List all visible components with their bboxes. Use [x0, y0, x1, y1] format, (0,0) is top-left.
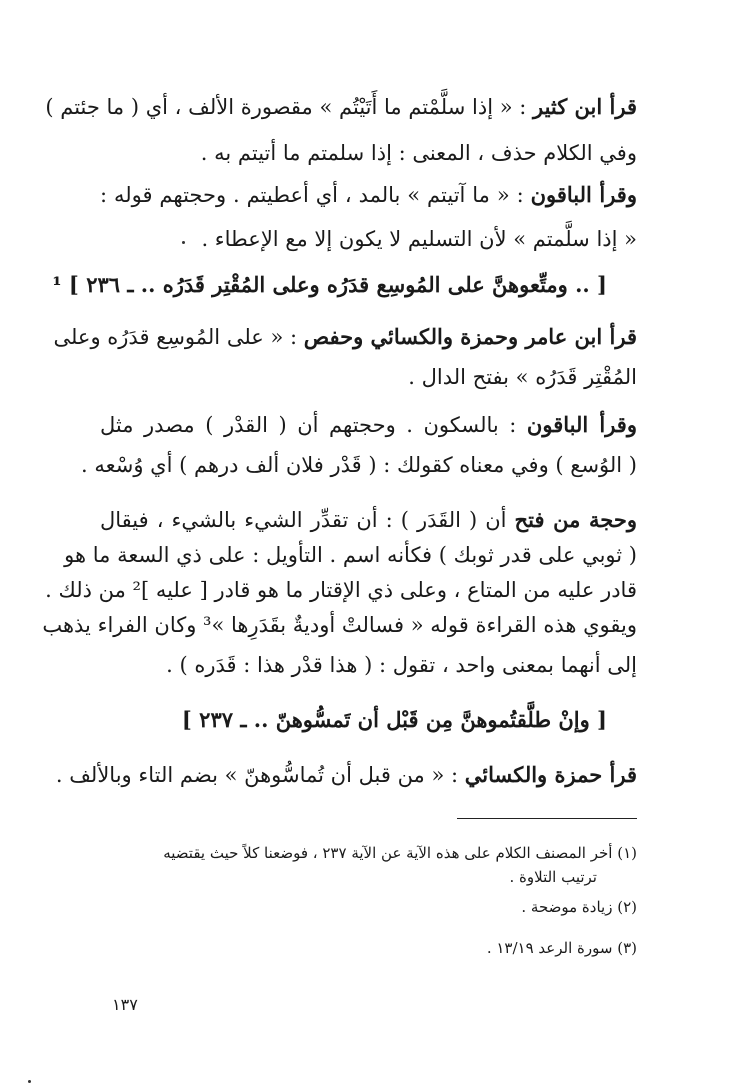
footnote-2 [100, 896, 637, 918]
footnote-text: ترتيب التلاوة . [509, 868, 597, 886]
line-text: : بالسكون . وحجتهم أن ( القدْر ) مصدر مثل [100, 413, 527, 437]
footnote-text: (٢) زيادة موضحة . [521, 898, 637, 916]
line-text: قادر عليه من المتاع ، وعلى ذي الإقتار ما هو قادر [ عليه ]² من ذلك . [45, 578, 637, 602]
footnote-separator [457, 818, 637, 819]
verse-heading-237 [147, 705, 607, 735]
line-text: « إذا سلَّمتم » لأن التسليم لا يكون إلا مع الإعطاء . [201, 227, 637, 251]
line-text: وفي الكلام حذف ، المعنى : إذا سلمتم ما أتيتم به . [200, 141, 637, 165]
line-lead: قرأ ابن كثير [532, 94, 637, 119]
line-lead: قرأ حمزة والكسائي [464, 762, 637, 787]
line-text: [ .. ومتِّعوهنَّ على المُوسِع قدَرُه وعلى المُقْتِر قَدَرُه .. ـ ٢٣٦ ] ¹ [52, 272, 607, 297]
line-text: : « على المُوسِع قدَرُه وعلى [53, 325, 304, 349]
line-text: : « إذا سلَّمْتم ما أَتَيْتُم » مقصورة الألف ، أي ( ما جئتم ) [45, 95, 533, 119]
text-line-14 [100, 650, 637, 680]
text-line-2 [100, 138, 637, 168]
page-number: ١٣٧ [112, 995, 138, 1014]
text-line-1 [45, 92, 637, 122]
footnote-text: (١) أخر المصنف الكلام على هذه الآية عن الآية ٢٣٧ ، فوضعنا كلاً حيث يقتضيه [163, 844, 637, 862]
verse-heading-236 [52, 270, 607, 300]
footnote-1-cont [197, 866, 597, 888]
text-line-16 [55, 760, 637, 790]
line-text: [ وإنْ طلَّقتُموهنَّ مِن قَبْل أن تَمسُّوهنّ .. ـ ٢٣٧ ] [181, 707, 607, 732]
text-line-7 [100, 362, 637, 392]
line-text: إلى أنهما بمعنى واحد ، تقول : ( هذا قدْر هذا : قَدَره ) . [166, 653, 637, 677]
text-line-6 [53, 322, 637, 352]
text-line-13 [42, 610, 637, 640]
line-lead: وقرأ الباقون [526, 412, 637, 437]
line-lead: وقرأ الباقون [530, 182, 637, 207]
text-line-3 [100, 180, 637, 210]
text-line-12 [45, 575, 637, 605]
line-text: ( ثوبي على قدر ثوبك ) فكأنه اسم . التأويل : على ذي السعة ما هو [64, 543, 637, 567]
line-text: أن ( القَدَر ) : أن تقدِّر الشيء بالشيء ، فيقال [100, 508, 515, 532]
footnote-text: (٣) سورة الرعد ١٣/١٩ . [486, 939, 637, 957]
scan-speck [182, 241, 185, 244]
text-line-4 [100, 224, 637, 254]
line-text: : « ما آتيتم » بالمد ، أي أعطيتم . وحجتهم قوله : [100, 183, 531, 207]
text-line-8 [100, 410, 637, 440]
line-text: ويقوي هذه القراءة قوله « فسالتْ أوديةٌ بقَدَرِها »³ وكان الفراء يذهب [42, 613, 637, 637]
line-lead: قرأ ابن عامر وحمزة والكسائي وحفص [303, 324, 637, 349]
line-lead: وحجة من فتح [514, 507, 637, 532]
line-text: : « من قبل أن تُماسُّوهنّ » بضم التاء وبالألف . [55, 763, 465, 787]
text-line-10 [100, 505, 637, 535]
text-line-9 [81, 450, 637, 480]
line-text: المُقْتِر قَدَرُه » بفتح الدال . [408, 365, 637, 389]
scan-speck [28, 1080, 31, 1083]
footnote-3 [100, 937, 637, 959]
line-text: ( الوُسع ) وفي معناه كقولك : ( قَدْر فلان ألف درهم ) أي وُسْعه . [81, 453, 637, 477]
footnote-1 [100, 842, 637, 864]
text-line-11 [64, 540, 637, 570]
